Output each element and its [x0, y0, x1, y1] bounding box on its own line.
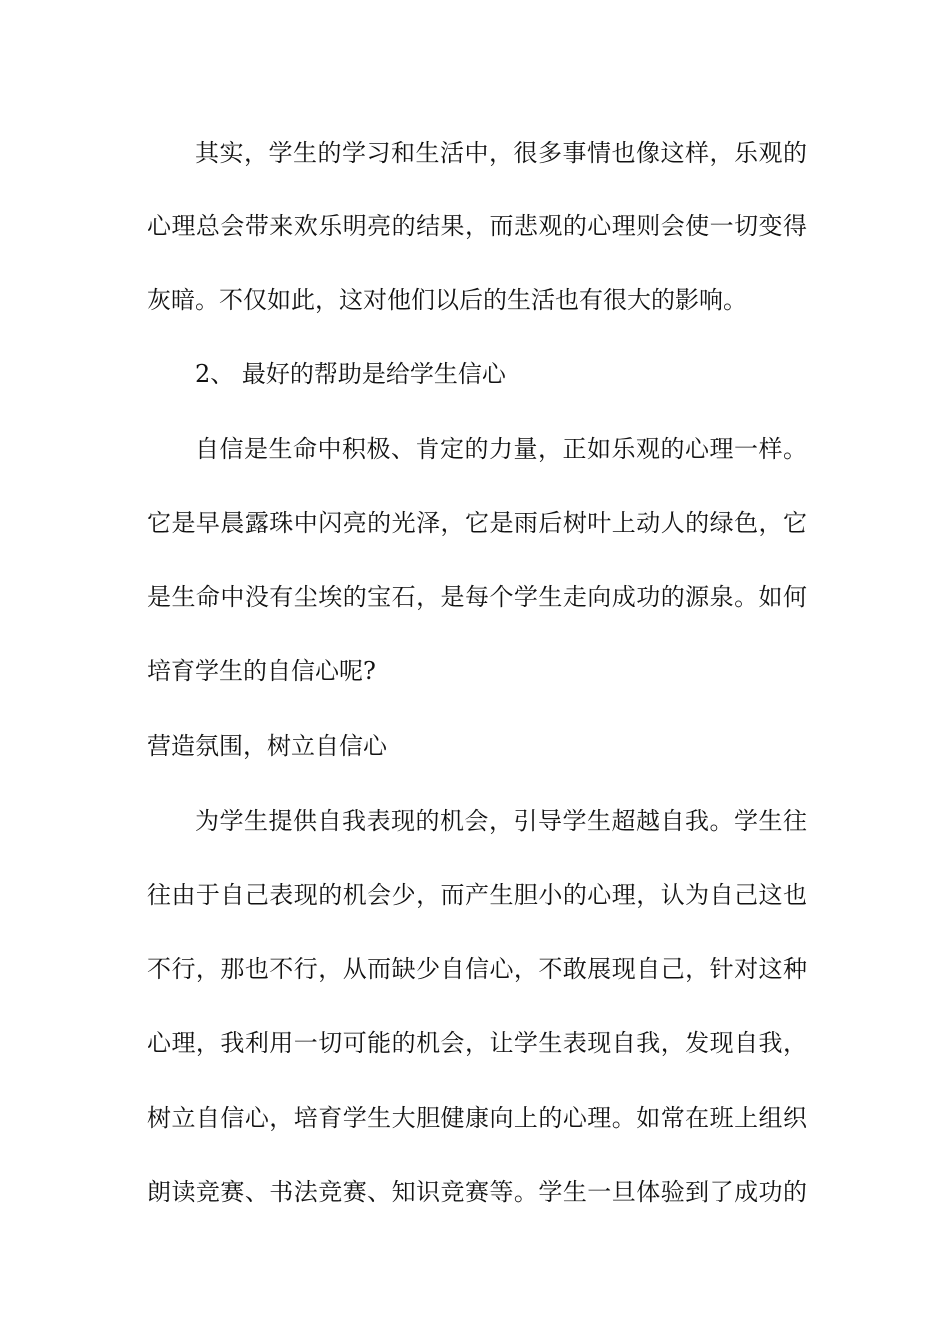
paragraph-2-line-1: 自信是生命中积极、肯定的力量，正如乐观的心理一样。	[195, 435, 807, 463]
paragraph-2-line-4: 培育学生的自信心呢?	[147, 657, 376, 685]
section-heading-2: 2、 最好的帮助是给学生信心	[195, 360, 506, 388]
paragraph-1-line-1: 其实，学生的学习和生活中，很多事情也像这样，乐观的	[195, 139, 807, 167]
subheading: 营造氛围，树立自信心	[147, 732, 387, 760]
paragraph-1-line-2: 心理总会带来欢乐明亮的结果，而悲观的心理则会使一切变得	[147, 212, 807, 240]
paragraph-3-line-6: 朗读竞赛、书法竞赛、知识竞赛等。学生一旦体验到了成功的	[147, 1178, 807, 1206]
paragraph-3-line-4: 心理，我利用一切可能的机会，让学生表现自我，发现自我，	[147, 1029, 807, 1057]
paragraph-3-line-2: 往由于自己表现的机会少，而产生胆小的心理，认为自己这也	[147, 881, 807, 909]
paragraph-3-line-1: 为学生提供自我表现的机会，引导学生超越自我。学生往	[195, 807, 807, 835]
paragraph-3-line-3: 不行，那也不行，从而缺少自信心，不敢展现自己，针对这种	[147, 955, 807, 983]
paragraph-2-line-3: 是生命中没有尘埃的宝石，是每个学生走向成功的源泉。如何	[147, 583, 807, 611]
paragraph-1-line-3: 灰暗。不仅如此，这对他们以后的生活也有很大的影响。	[147, 286, 747, 314]
paragraph-2-line-2: 它是早晨露珠中闪亮的光泽，它是雨后树叶上动人的绿色，它	[147, 509, 807, 537]
paragraph-3-line-5: 树立自信心，培育学生大胆健康向上的心理。如常在班上组织	[147, 1104, 807, 1132]
